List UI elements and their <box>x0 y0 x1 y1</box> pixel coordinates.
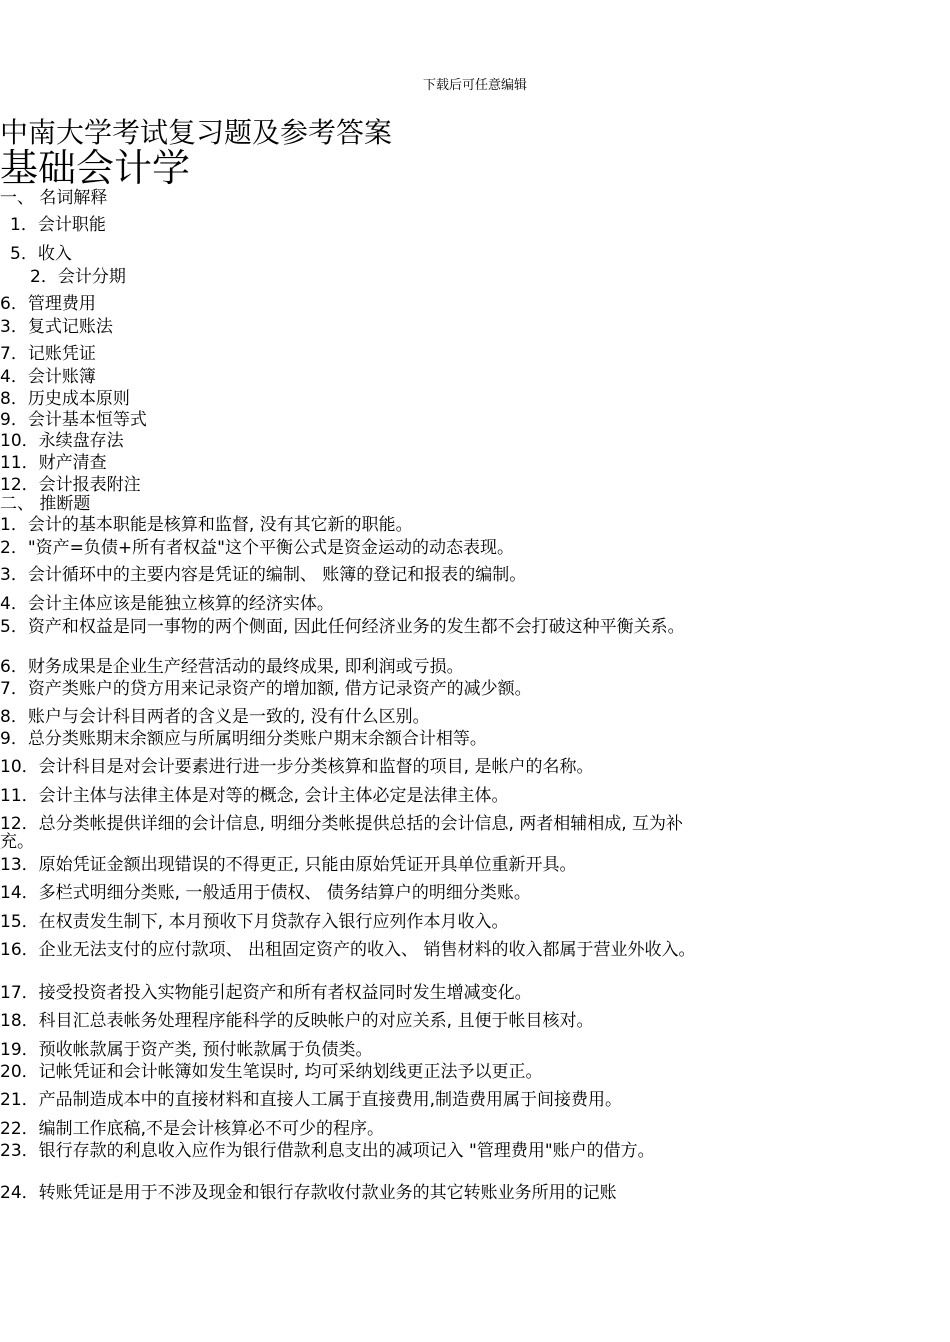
question-item: 12．总分类帐提供详细的会计信息, 明细分类帐提供总括的会计信息, 两者相辅相成, 互为补充。 <box>0 814 684 852</box>
question-item: 5．资产和权益是同一事物的两个侧面, 因此任何经济业务的发生都不会打破这种平衡关系。 <box>0 617 685 637</box>
question-item: 18．科目汇总表帐务处理程序能科学的反映帐户的对应关系, 且便于帐目核对。 <box>0 1011 594 1031</box>
question-item: 23．银行存款的利息收入应作为银行借款利息支出的减项记入 "管理费用"账户的借方。 <box>0 1141 655 1161</box>
term-item: 3．复式记账法 <box>0 317 113 337</box>
document-title: 中南大学考试复习题及参考答案 <box>0 116 393 149</box>
term-item: 10．永续盘存法 <box>0 431 124 451</box>
question-item: 13．原始凭证金额出现错误的不得更正, 只能由原始凭证开具单位重新开具。 <box>0 855 577 875</box>
term-item: 1．会计职能 <box>10 215 106 235</box>
question-item: 2．"资产=负债+所有者权益"这个平衡公式是资金运动的动态表现。 <box>0 538 514 558</box>
question-item: 17．接受投资者投入实物能引起资产和所有者权益同时发生增减变化。 <box>0 983 532 1003</box>
question-item: 14．多栏式明细分类账, 一般适用于债权、 债务结算户的明细分类账。 <box>0 883 531 903</box>
question-item: 6．财务成果是企业生产经营活动的最终成果, 即利润或亏损。 <box>0 657 464 677</box>
section-heading-judgement: 二、 推断题 <box>0 494 91 514</box>
question-item: 3．会计循环中的主要内容是凭证的编制、 账簿的登记和报表的编制。 <box>0 565 527 585</box>
term-item: 2．会计分期 <box>30 267 126 287</box>
question-item: 11．会计主体与法律主体是对等的概念, 会计主体必定是法律主体。 <box>0 786 509 806</box>
question-item: 9．总分类账期末余额应与所属明细分类账户期末余额合计相等。 <box>0 729 487 749</box>
term-item: 6．管理费用 <box>0 294 96 314</box>
term-item: 8．历史成本原则 <box>0 389 130 409</box>
question-item: 19．预收帐款属于资产类, 预付帐款属于负债类。 <box>0 1040 373 1060</box>
section-heading-terms: 一、 名词解释 <box>0 188 108 208</box>
question-item: 7．资产类账户的贷方用来记录资产的增加额, 借方记录资产的减少额。 <box>0 679 532 699</box>
question-item: 24．转账凭证是用于不涉及现金和银行存款收付款业务的其它转账业务所用的记账 <box>0 1183 617 1203</box>
question-item: 16．企业无法支付的应付款项、 出租固定资产的收入、 销售材料的收入都属于营业外收入。 <box>0 940 696 960</box>
term-item: 11．财产清查 <box>0 453 107 473</box>
question-item: 22．编制工作底稿,不是会计核算必不可少的程序。 <box>0 1119 385 1139</box>
question-item: 8．账户与会计科目两者的含义是一致的, 没有什么区别。 <box>0 707 430 727</box>
question-item: 1．会计的基本职能是核算和监督, 没有其它新的职能。 <box>0 515 413 535</box>
term-item: 12．会计报表附注 <box>0 475 141 495</box>
question-item: 10．会计科目是对会计要素进行进一步分类核算和监督的项目, 是帐户的名称。 <box>0 757 594 777</box>
document-subtitle: 基础会计学 <box>0 146 191 190</box>
question-item: 21．产品制造成本中的直接材料和直接人工属于直接费用,制造费用属于间接费用。 <box>0 1090 623 1110</box>
term-item: 4．会计账簿 <box>0 367 96 387</box>
term-item: 7．记账凭证 <box>0 344 96 364</box>
page-header-note: 下载后可任意编辑 <box>422 78 527 93</box>
question-item: 15．在权责发生制下, 本月预收下月贷款存入银行应列作本月收入。 <box>0 912 509 932</box>
question-item: 20．记帐凭证和会计帐簿如发生笔误时, 均可采纳划线更正法予以更正。 <box>0 1062 543 1082</box>
term-item: 9．会计基本恒等式 <box>0 410 147 430</box>
term-item: 5．收入 <box>10 244 72 264</box>
question-item: 4．会计主体应该是能独立核算的经济实体。 <box>0 594 334 614</box>
